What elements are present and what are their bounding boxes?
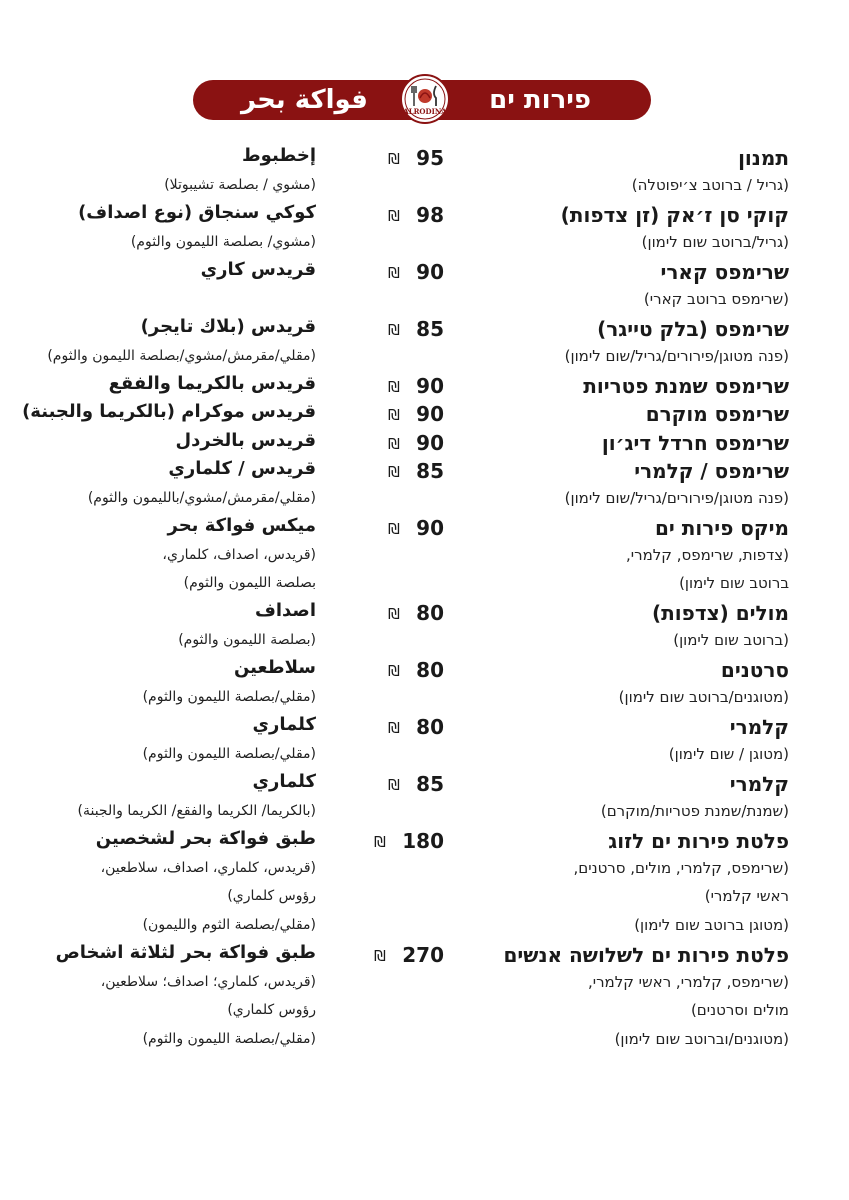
item-description-hebrew: ראשי קלמרי) <box>704 887 789 905</box>
item-description-hebrew: ברוטב שום לימון) <box>679 574 789 592</box>
item-name-hebrew: תמנון <box>738 146 789 170</box>
currency-symbol: ₪ <box>388 378 400 396</box>
item-name-hebrew: פלטת פירות ים לזוג <box>608 829 789 853</box>
item-description-hebrew: (גריל / ברוטב צ׳יפוטלה) <box>631 175 789 194</box>
currency-symbol: ₪ <box>388 435 400 453</box>
item-description-arabic: (مقلي/بصلصة الثوم والليمون) <box>142 916 316 933</box>
item-description-arabic: (قريدس، كلماري؛ اصداف؛ سلاطعين، <box>100 973 316 990</box>
currency-symbol: ₪ <box>388 662 400 680</box>
item-price: 90 <box>416 260 444 284</box>
logo-wordmark: ALRODINA <box>403 107 447 116</box>
currency-symbol: ₪ <box>388 321 400 339</box>
item-price: 90 <box>416 374 444 398</box>
item-price: 80 <box>416 658 444 682</box>
item-name-hebrew: קלמרי <box>729 772 789 796</box>
item-description-arabic: (مقلي/بصلصة الليمون والثوم) <box>142 1030 316 1047</box>
item-name-arabic: قريدس / كلماري <box>168 458 316 479</box>
item-name-hebrew: שרימפס שמנת פטריות <box>583 374 789 398</box>
item-name-hebrew: שרימפס חרדל דיג׳ון <box>601 431 789 455</box>
item-name-hebrew: שרימפס / קלמרי <box>634 459 789 483</box>
item-name-arabic: كلماري <box>252 714 316 735</box>
item-name-hebrew: שרימפס מוקרם <box>645 402 789 426</box>
item-description-arabic: (بالكريما/ الكريما والفقع/ الكريما والجبنة) <box>77 802 316 819</box>
item-description-arabic: (قريدس، اصداف، كلماري، <box>162 546 316 563</box>
item-description-arabic: (بصلصة الليمون والثوم) <box>178 631 316 648</box>
item-description-arabic: رؤوس كلماري) <box>227 888 316 904</box>
item-description-arabic: (مقلي/بصلصة الليمون والثوم) <box>142 688 316 705</box>
item-name-arabic: كلماري <box>252 771 316 792</box>
item-price: 80 <box>416 601 444 625</box>
item-price: 270 <box>402 943 444 967</box>
section-title-arabic: فواكة بحر <box>241 85 368 115</box>
item-description-hebrew: מולים וסרטנים) <box>690 1001 789 1019</box>
currency-symbol: ₪ <box>388 719 400 737</box>
item-name-arabic: قريدس موكرام (بالكريما والجبنة) <box>22 401 316 422</box>
item-price: 90 <box>416 402 444 426</box>
item-description-hebrew: (מטוגן / שום לימון) <box>668 744 789 763</box>
item-name-arabic: اصداف <box>254 600 316 621</box>
item-price: 90 <box>416 516 444 540</box>
currency-symbol: ₪ <box>388 150 400 168</box>
currency-symbol: ₪ <box>374 947 386 965</box>
currency-symbol: ₪ <box>388 406 400 424</box>
item-description-hebrew: (שרימפס ברוטב קארי) <box>643 289 789 308</box>
item-name-arabic: إخطبوط <box>241 145 316 166</box>
item-price: 85 <box>416 459 444 483</box>
section-title-hebrew: פירות ים <box>489 85 591 115</box>
item-description-hebrew: (מטוגן ברוטב שום לימון) <box>634 915 789 934</box>
item-price: 98 <box>416 203 444 227</box>
item-name-arabic: قريدس كاري <box>200 259 316 280</box>
item-description-hebrew: (צדפות, שרימפס, קלמרי, <box>625 545 789 564</box>
item-price: 90 <box>416 431 444 455</box>
item-description-arabic: رؤوس كلماري) <box>227 1002 316 1018</box>
item-price: 85 <box>416 317 444 341</box>
item-price: 180 <box>402 829 444 853</box>
item-name-arabic: طبق فواكة بحر لشخصين <box>95 828 316 849</box>
item-name-hebrew: שרימפס קארי <box>660 260 789 284</box>
currency-symbol: ₪ <box>388 207 400 225</box>
item-name-hebrew: שרימפס (בלק טייגר) <box>597 317 789 341</box>
item-name-arabic: سلاطعين <box>233 657 316 678</box>
item-description-arabic: (مشوي/ بصلصة الليمون والثوم) <box>130 233 316 250</box>
item-description-arabic: (مقلي/مقرمش/مشوي/بالليمون والثوم) <box>87 489 316 506</box>
item-description-hebrew: (ברוטב שום לימון) <box>673 630 789 649</box>
item-name-hebrew: מולים (צדפות) <box>652 601 789 625</box>
item-name-arabic: قريدس بالكريما والفقع <box>108 373 316 394</box>
item-name-arabic: طبق فواكة بحر لثلاثة اشخاص <box>55 942 316 963</box>
restaurant-logo <box>400 74 450 124</box>
item-description-hebrew: (גריל/ברוטב שום לימון) <box>641 232 789 251</box>
currency-symbol: ₪ <box>374 833 386 851</box>
currency-symbol: ₪ <box>388 264 400 282</box>
item-name-hebrew: קלמרי <box>729 715 789 739</box>
currency-symbol: ₪ <box>388 605 400 623</box>
item-description-hebrew: (שמנת/שמנת פטריות/מוקרם) <box>600 801 789 820</box>
item-description-hebrew: (מטוגנים/ברוטב שום לימון) <box>618 687 789 706</box>
item-name-hebrew: פלטת פירות ים לשלושה אנשים <box>503 943 789 967</box>
item-description-hebrew: (מטוגנים/וברוטב שום לימון) <box>614 1029 789 1048</box>
item-price: 95 <box>416 146 444 170</box>
item-name-arabic: قريدس بالخردل <box>175 430 316 451</box>
currency-symbol: ₪ <box>388 463 400 481</box>
item-name-hebrew: מיקס פירות ים <box>654 516 789 540</box>
item-description-arabic: (قريدس، كلماري، اصداف، سلاطعين، <box>100 859 316 876</box>
item-description-hebrew: (פנה מטוגן/פירורים/גריל/שום לימון) <box>564 346 789 365</box>
item-description-arabic: بصلصة الليمون والثوم) <box>183 575 316 591</box>
item-description-arabic: (مقلي/بصلصة الليمون والثوم) <box>142 745 316 762</box>
item-name-hebrew: סרטנים <box>720 658 789 682</box>
item-name-arabic: كوكي سنجاق (نوع اصداف) <box>78 202 316 223</box>
item-name-hebrew: קוקי סן ז׳אק (זן צדפות) <box>560 203 789 227</box>
currency-symbol: ₪ <box>388 520 400 538</box>
item-description-hebrew: (שרימפס, קלמרי, ראשי קלמרי, <box>587 972 789 991</box>
item-name-arabic: قريدس (بلاك تايجر) <box>140 316 316 337</box>
item-price: 80 <box>416 715 444 739</box>
currency-symbol: ₪ <box>388 776 400 794</box>
item-name-arabic: ميكس فواكة بحر <box>167 515 316 536</box>
item-description-arabic: (مقلي/مقرمش/مشوي/بصلصة الليمون والثوم) <box>47 347 316 364</box>
item-description-arabic: (مشوي / بصلصة تشيبوتلا) <box>164 176 316 193</box>
item-description-hebrew: (שרימפס, קלמרי, מולים, סרטנים, <box>573 858 789 877</box>
item-price: 85 <box>416 772 444 796</box>
item-description-hebrew: (פנה מטוגן/פירורים/גריל/שום לימון) <box>564 488 789 507</box>
